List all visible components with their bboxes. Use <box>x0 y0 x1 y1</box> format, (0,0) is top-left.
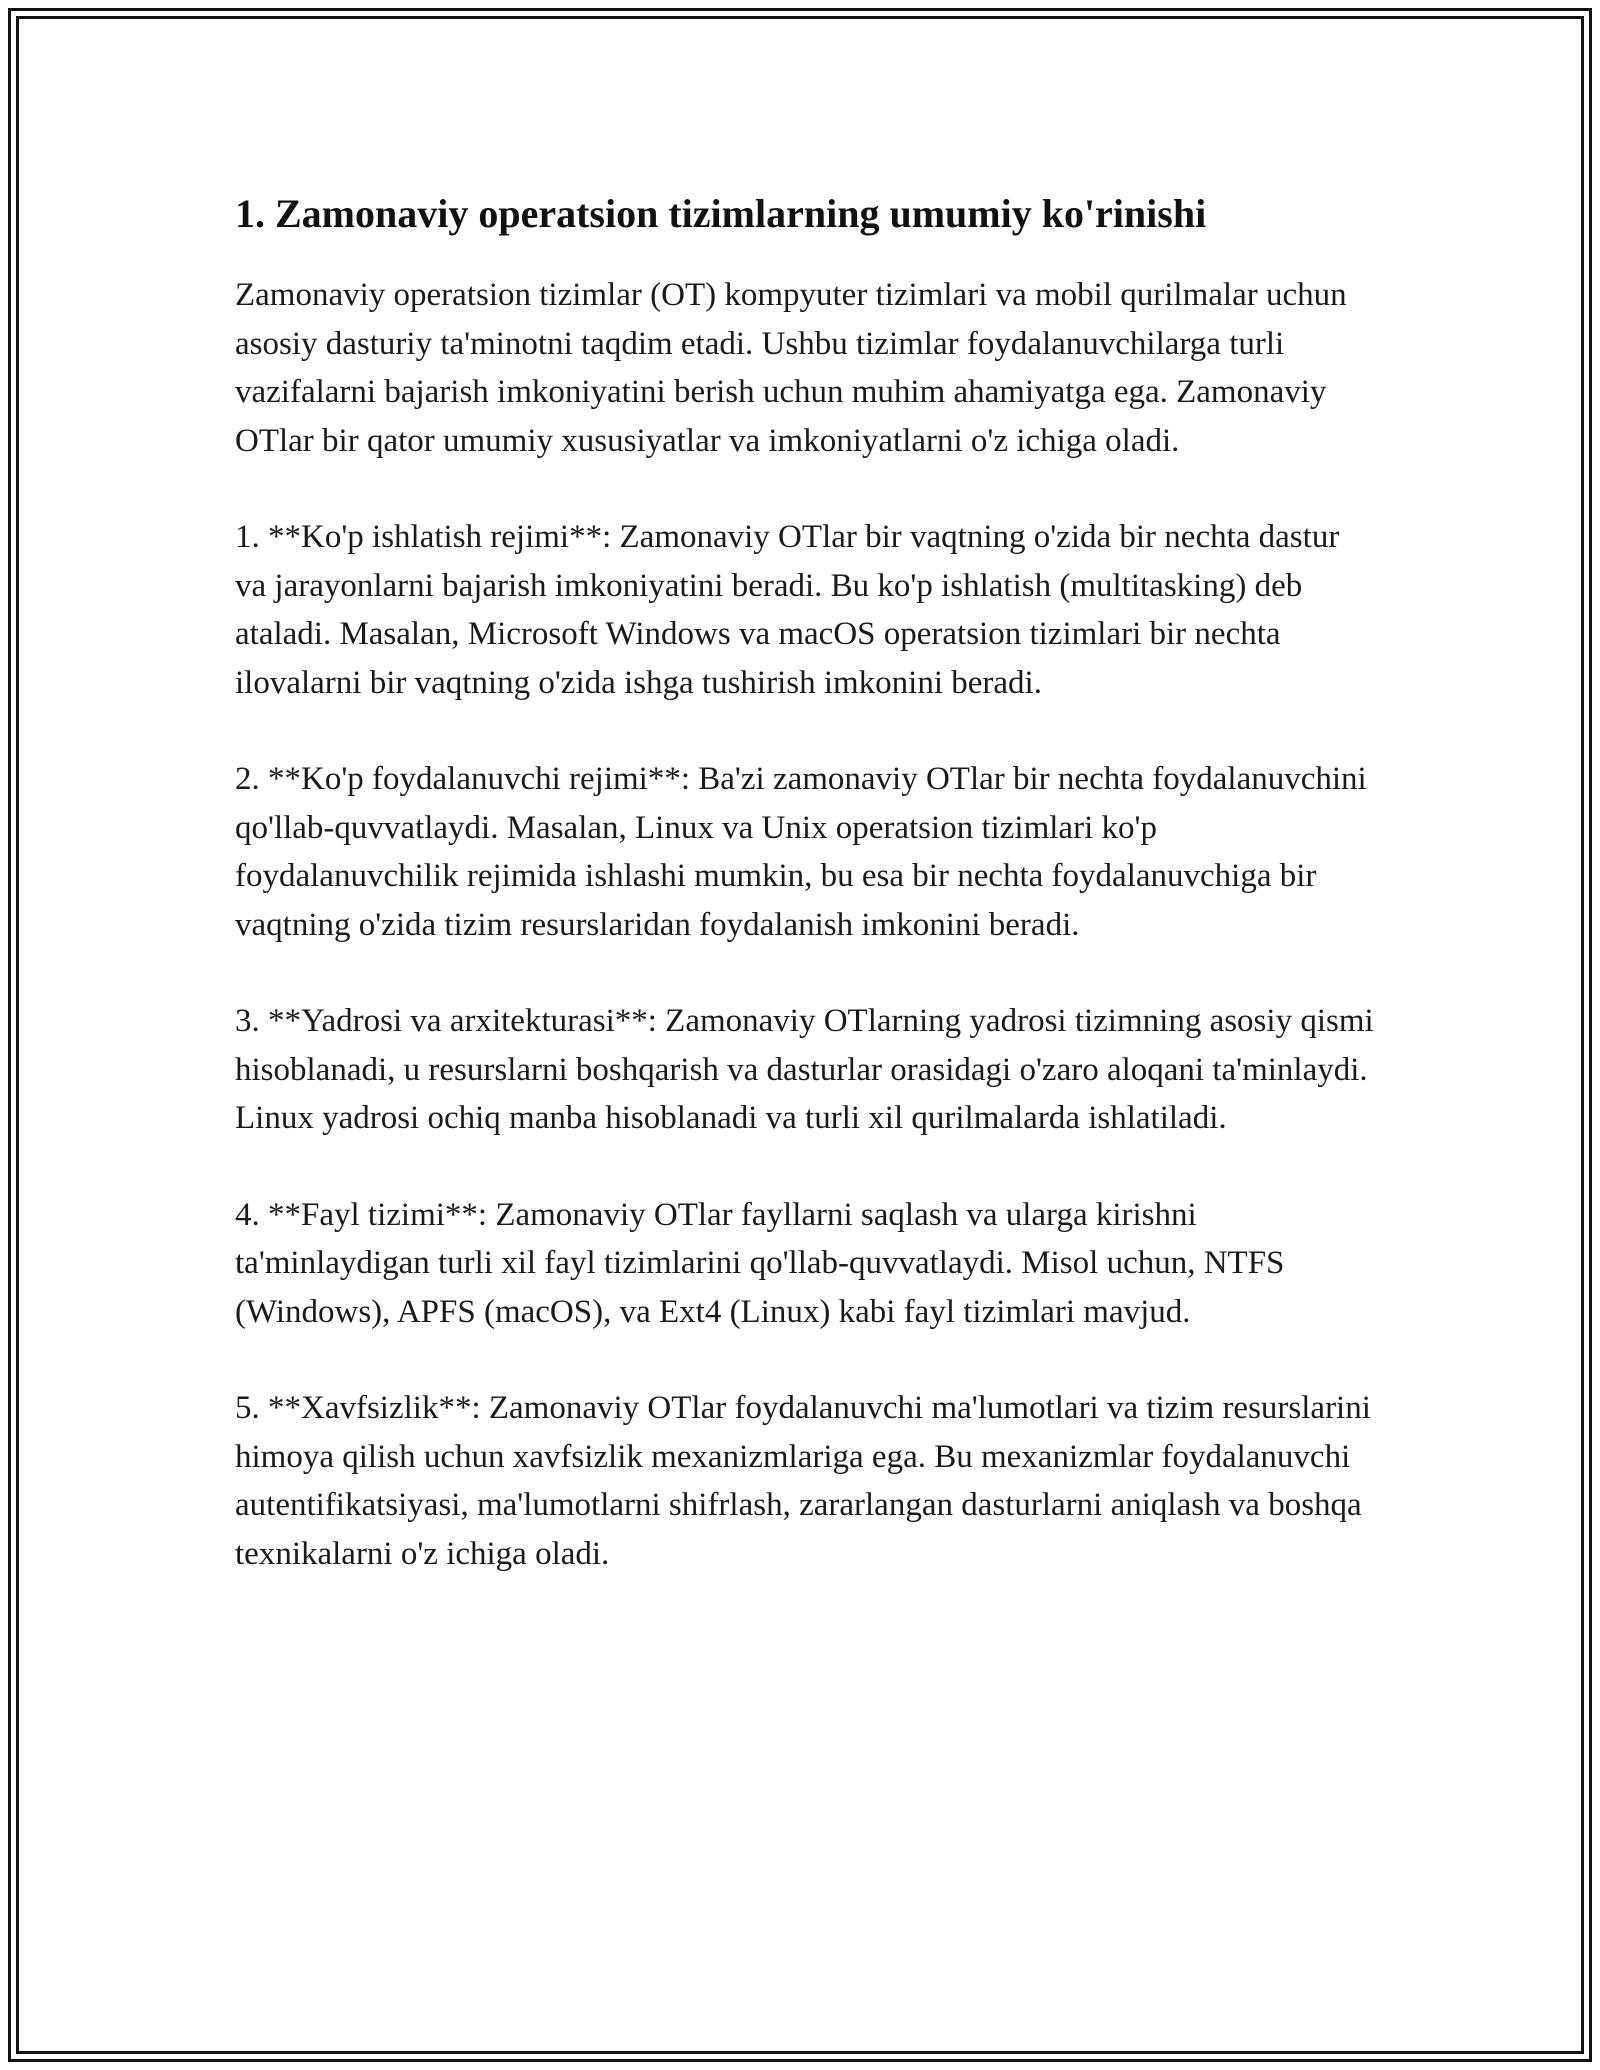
list-item-kernel: 3. **Yadrosi va arxitekturasi**: Zamonaviy OTlarning yadrosi tizimning asosiy qismi hisoblanadi, u resurslarni boshqarish va dasturlar orasidagi o'zaro aloqani ta'minlaydi. Linux yadrosi ochiq manba hisoblanadi va turli xil qurilmalarda ishlatiladi. <box>235 1003 1374 1136</box>
list-item-security: 5. **Xavfsizlik**: Zamonaviy OTlar foydalanuvchi ma'lumotlari va tizim resurslarini himoya qilish uchun xavfsizlik mexanizmlariga ega. Bu mexanizmlar foydalanuvchi autentifikatsiyasi, ma'lumotlarni shifrlash, zararlangan dasturlarni aniqlash va boshqa texnikalarni o'z ichiga oladi. <box>235 1390 1371 1572</box>
list-item-multitasking: 1. **Ko'p ishlatish rejimi**: Zamonaviy OTlar bir vaqtning o'zida bir nechta dastur va jarayonlarni bajarish imkoniyatini beradi. Bu ko'p ishlatish (multitasking) deb ataladi. Masalan, Microsoft Windows va macOS operatsion tizimlari bir nechta ilovalarni bir vaqtning o'zida ishga tushirish imkonini beradi. <box>235 519 1340 701</box>
list-item-filesystem: 4. **Fayl tizimi**: Zamonaviy OTlar fayllarni saqlash va ularga kirishni ta'minlaydigan turli xil fayl tizimlarini qo'llab-quvvatlaydi. Misol uchun, NTFS (Windows), APFS (macOS), va Ext4 (Linux) kabi fayl tizimlari mavjud. <box>235 1196 1285 1330</box>
list-item-multiuser: 2. **Ko'p foydalanuvchi rejimi**: Ba'zi zamonaviy OTlar bir nechta foydalanuvchini qo'llab-quvvatlaydi. Masalan, Linux va Unix operatsion tizimlari ko'p foydalanuvchilik rejimida ishlashi mumkin, bu esa bir nechta foydalanuvchiga bir vaqtning o'zida tizim resurslaridan foydalanish imkonini beradi. <box>235 761 1367 943</box>
document-body <box>235 185 1375 1626</box>
intro-paragraph: Zamonaviy operatsion tizimlar (OT) kompyuter tizimlari va mobil qurilmalar uchun asosiy dasturiy ta'minotni taqdim etadi. Ushbu tizimlar foydalanuvchilarga turli vazifalarni bajarish imkoniyatini berish uchun muhim ahamiyatga ega. Zamonaviy OTlar bir qator umumiy xususiyatlar va imkoniyatlarni o'z ichiga oladi. <box>235 277 1347 459</box>
document-title: 1. Zamonaviy operatsion tizimlarning umumiy ko'rinishi <box>235 191 1207 236</box>
